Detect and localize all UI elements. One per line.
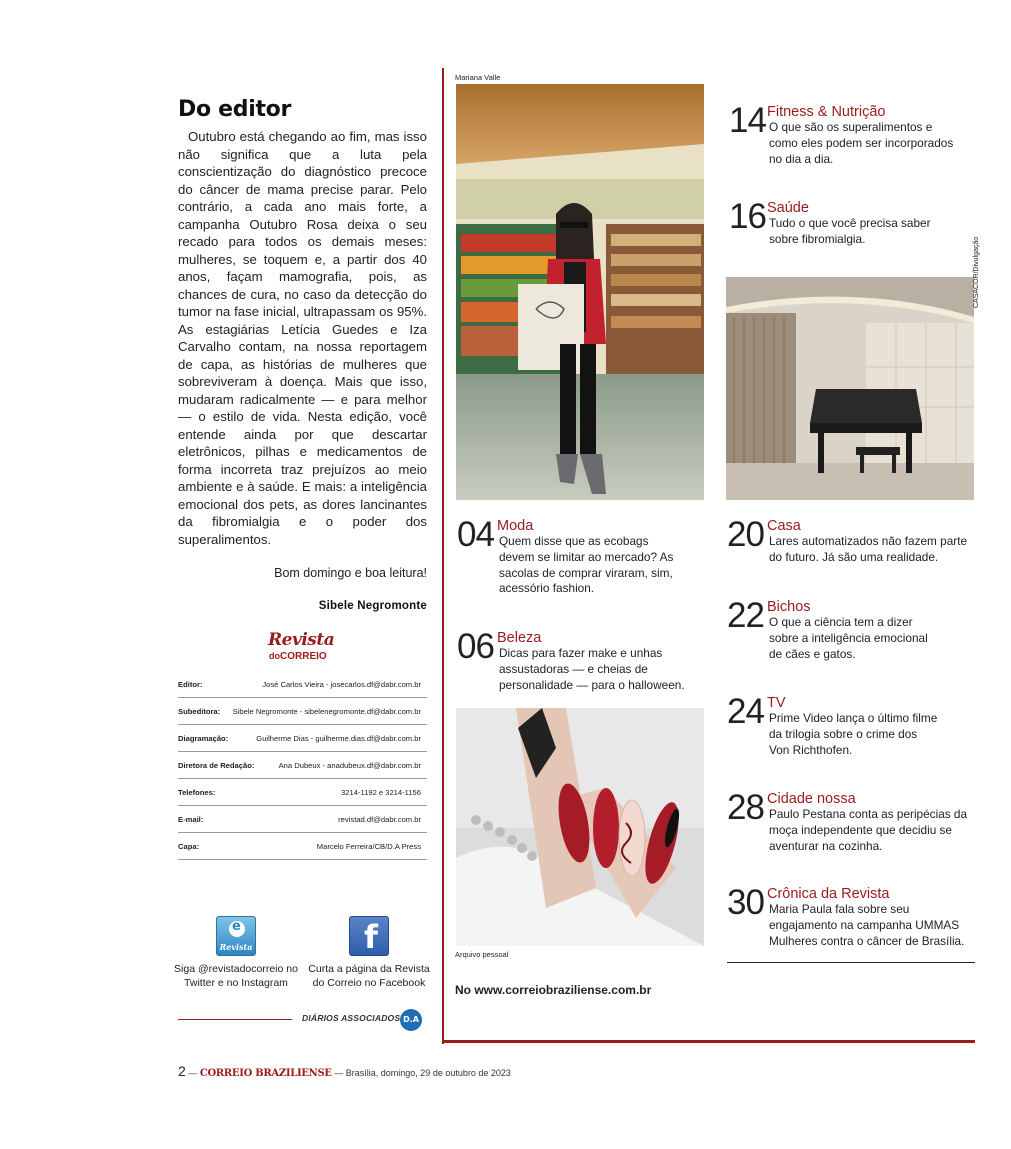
staff-value: 3214-1192 e 3214-1156 xyxy=(341,787,421,797)
diarios-associados xyxy=(178,1009,427,1031)
contents-desc-line: no dia a dia. xyxy=(769,151,834,166)
nails-photo xyxy=(456,708,704,946)
twitter-text: Siga @revistadocorreio no Twitter e no Instagram xyxy=(174,963,298,989)
contents-desc-line: da trilogia sobre o crime dos xyxy=(769,726,918,741)
home-photo xyxy=(726,277,974,500)
contents-desc-line: de cães e gatos. xyxy=(769,646,856,661)
contents-desc-line: aventurar na cozinha. xyxy=(769,838,883,853)
logo-top-text: Revista xyxy=(268,630,335,650)
logo-bottom-text xyxy=(269,651,327,662)
da-logo-icon: D.A xyxy=(400,1009,422,1031)
contents-page-number: 30 xyxy=(727,883,764,922)
staff-row xyxy=(178,698,427,725)
staff-row xyxy=(178,671,427,698)
fashion-photo xyxy=(456,84,704,500)
twitter-icon[interactable] xyxy=(216,916,256,956)
frame-border-left xyxy=(442,68,444,1044)
revista-logo xyxy=(268,630,335,666)
twitter-block[interactable] xyxy=(171,916,301,990)
staff-row xyxy=(178,833,427,860)
contents-desc-line: Tudo o que você precisa saber xyxy=(769,216,931,230)
contents-desc xyxy=(769,534,967,566)
diarios-text: DIÁRIOS ASSOCIADOS xyxy=(302,1013,401,1023)
contents-desc-line: moça independente que decidiu se xyxy=(769,822,952,837)
staff-value: Guilherme Dias - guilherme.dias.df@dabr.com.br xyxy=(256,733,421,743)
contents-section: Beleza xyxy=(497,630,542,646)
staff-label: Capa: xyxy=(178,841,200,851)
contents-desc-line: assustadoras — e cheias de xyxy=(499,661,648,676)
staff-row xyxy=(178,779,427,806)
contents-desc xyxy=(769,615,928,662)
contents-desc xyxy=(769,807,967,854)
contents-section: Cidade nossa xyxy=(767,791,856,807)
contents-desc-line: do futuro. Já são uma realidade. xyxy=(769,549,939,564)
contents-section: Bichos xyxy=(767,599,811,615)
contents-desc-line: devem se limitar ao mercado? As xyxy=(499,549,674,564)
staff-label: Diagramação: xyxy=(178,733,229,743)
contents-desc-line: Prime Video lança o último filme xyxy=(769,711,938,725)
contents-desc-line: Lares automatizados não fazem parte xyxy=(769,534,968,548)
contents-desc-line: sacolas de comprar viraram, sim, xyxy=(499,565,673,580)
photo-credit: Mariana Valle xyxy=(455,73,501,82)
contents-section: Saúde xyxy=(767,200,809,216)
contents-page-number: 24 xyxy=(727,692,764,731)
contents-desc-line: engajamento na campanha UMMAS xyxy=(769,917,960,932)
staff-value: Marcelo Ferreira/CB/D.A Press xyxy=(316,841,421,851)
editor-body: Outubro está chegando ao fim, mas isso não significa que a luta pela conscientização do diagnóstico precoce do câncer de mama precise parar. Pelo contrário, a cada ano mais forte, a campanha Outubro Rosa deixa o seu recado para todos os demais meses: mulheres, se toquem e, a partir dos 40 anos, façam mamografia, pois, as chances de cura, no caso da detecção do tumor na fase inicial, ultrapassam os 95%. As estagiárias Letícia Guedes e Iza Carvalho contam, na nossa reportagem de capa, as histórias de mulheres que sobreviveram à doença. Mais que isso, mudaram radicalmente — e para melhor — o estilo de vida. Nesta edição, você entende ainda por que descartar eletrônicos, pilhas e medicamentos de forma incorreta traz prejuízos ao meio ambiente e à saúde. E mais: a inteligência emocional dos pets, as dores lancinantes da fibromialgia e o poder dos superalimentos. xyxy=(178,129,427,547)
footer-dash: — xyxy=(188,1068,198,1078)
contents-desc-line: Dicas para fazer make e unhas xyxy=(499,646,663,660)
contents-item[interactable] xyxy=(729,197,974,252)
staff-value: Sibele Negromonte - sibelenegromonte.df@dabr.com.br xyxy=(232,706,421,716)
staff-value: José Carlos Vieira - josecarlos.df@dabr.com.br xyxy=(262,679,421,689)
contents-item[interactable] xyxy=(729,101,974,172)
contents-desc xyxy=(499,646,685,693)
contents-desc xyxy=(769,216,931,248)
contents-item[interactable] xyxy=(457,515,702,602)
staff-label: Diretora de Redação: xyxy=(178,760,255,770)
contents-desc xyxy=(769,120,953,167)
staff-label: Subeditora: xyxy=(178,706,221,716)
contents-item[interactable] xyxy=(727,515,974,570)
page-footer xyxy=(178,1063,511,1079)
contents-item[interactable] xyxy=(727,883,974,954)
twitter-icon-label: Revista xyxy=(219,942,253,952)
staff-row xyxy=(178,725,427,752)
footer-date: Brasília, domingo, 29 de outubro de 2023 xyxy=(345,1068,511,1078)
contents-item[interactable] xyxy=(727,788,974,859)
contents-section: Crônica da Revista xyxy=(767,886,890,902)
staff-row xyxy=(178,806,427,833)
staff-list xyxy=(178,671,427,860)
contents-section: Moda xyxy=(497,518,534,534)
editor-signature: Sibele Negromonte xyxy=(318,600,427,612)
divider xyxy=(727,962,975,963)
staff-label: E-mail: xyxy=(178,814,204,824)
photo-credit: CASACOR/Divulgação xyxy=(973,236,980,308)
contents-item[interactable] xyxy=(727,596,974,667)
contents-desc-line: Quem disse que as ecobags xyxy=(499,534,649,548)
contents-desc-line: O que são os superalimentos e xyxy=(769,120,933,134)
photo-credit: Arquivo pessoal xyxy=(455,950,509,959)
contents-section: TV xyxy=(767,695,786,711)
contents-desc-line: Maria Paula fala sobre seu xyxy=(769,902,910,916)
contents-section: Fitness & Nutrição xyxy=(767,104,886,120)
facebook-icon[interactable]: f xyxy=(349,916,389,956)
contents-page-number: 20 xyxy=(727,515,764,554)
contents-desc xyxy=(769,902,964,949)
contents-desc xyxy=(769,711,937,758)
contents-page-number: 06 xyxy=(457,627,494,666)
staff-row xyxy=(178,752,427,779)
contents-desc-line: Paulo Pestana conta as peripécias da xyxy=(769,807,968,821)
contents-page-number: 22 xyxy=(727,596,764,635)
contents-item[interactable] xyxy=(457,627,702,698)
facebook-text: Curta a página da Revista do Correio no Facebook xyxy=(308,963,430,989)
staff-value: revistad.df@dabr.com.br xyxy=(338,814,421,824)
contents-desc-line: como eles podem ser incorporados xyxy=(769,135,954,150)
contents-page-number: 16 xyxy=(729,197,766,236)
footer-brand: CORREIO BRAZILIENSE xyxy=(199,1068,332,1079)
contents-page-number: 04 xyxy=(457,515,494,554)
logo-bottom-small: do xyxy=(269,651,280,661)
logo-bottom-main: CORREIO xyxy=(280,651,327,662)
contents-desc-line: sobre fibromialgia. xyxy=(769,231,866,246)
staff-value: Ana Dubeux - anadubeux.df@dabr.com.br xyxy=(278,760,421,770)
website-link[interactable]: No www.correiobraziliense.com.br xyxy=(455,983,652,997)
contents-desc-line: Mulheres contra o câncer de Brasília. xyxy=(769,933,965,948)
staff-label: Editor: xyxy=(178,679,203,689)
footer-dash: — xyxy=(334,1068,344,1078)
divider xyxy=(178,1019,292,1020)
page-number: 2 xyxy=(178,1063,186,1079)
contents-desc-line: acessório fashion. xyxy=(499,581,595,596)
contents-desc xyxy=(499,534,673,597)
facebook-block[interactable] xyxy=(304,916,434,990)
contents-item[interactable] xyxy=(727,692,974,763)
contents-page-number: 14 xyxy=(729,101,766,140)
frame-border-bottom xyxy=(442,1040,975,1043)
contents-desc-line: O que a ciência tem a dizer xyxy=(769,615,913,629)
twitter-bird-icon xyxy=(229,921,245,937)
editor-title: Do editor xyxy=(178,97,292,122)
contents-page-number: 28 xyxy=(727,788,764,827)
editor-greeting: Bom domingo e boa leitura! xyxy=(274,566,427,580)
contents-desc-line: personalidade — para o halloween. xyxy=(499,677,685,692)
contents-desc-line: sobre a inteligência emocional xyxy=(769,630,928,645)
contents-section: Casa xyxy=(767,518,801,534)
staff-label: Telefones: xyxy=(178,787,216,797)
contents-desc-line: Von Richthofen. xyxy=(769,742,853,757)
